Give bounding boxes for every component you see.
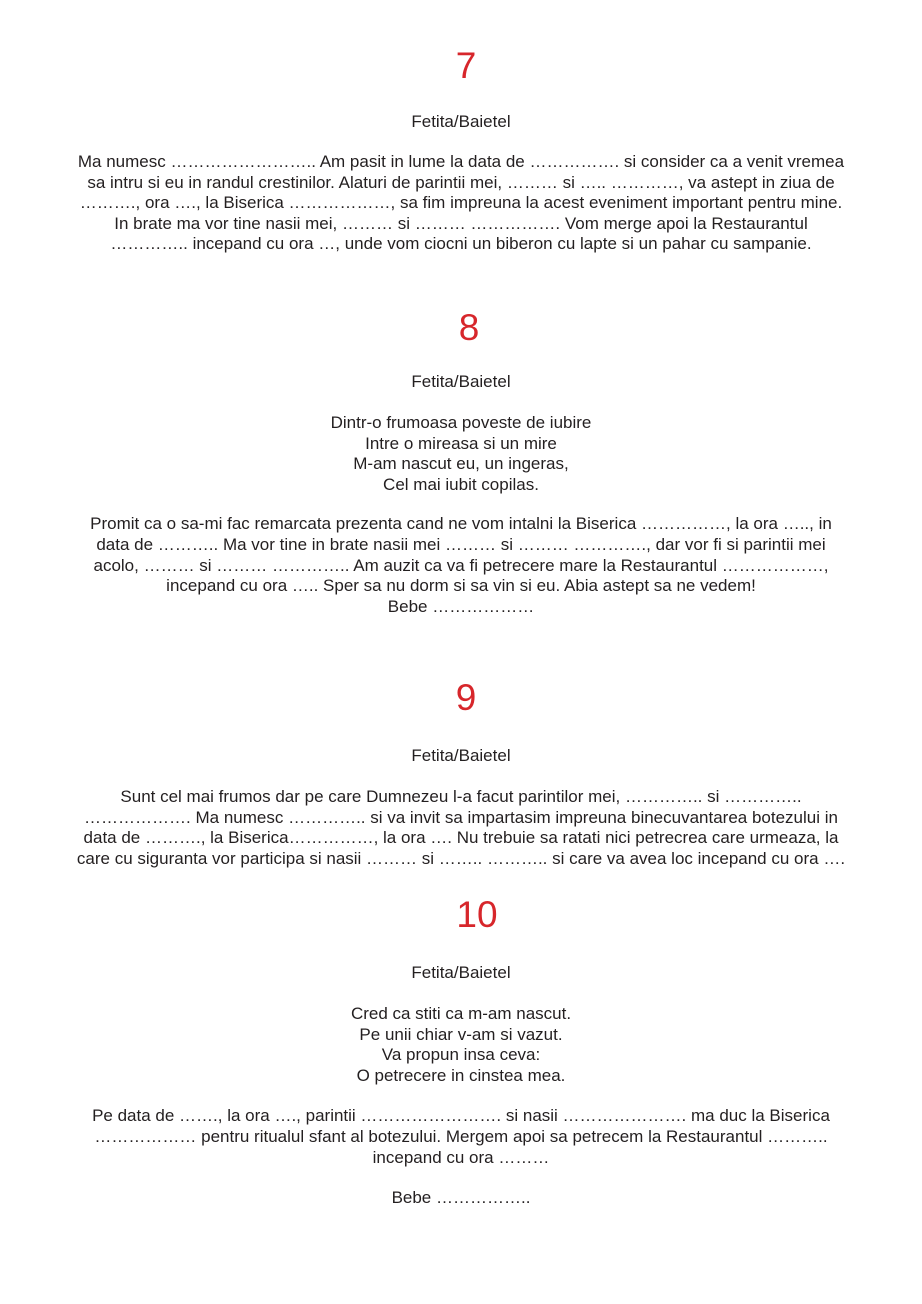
invitation-7 xyxy=(0,46,922,255)
invitation-poem xyxy=(0,413,922,495)
invitation-text xyxy=(0,787,922,869)
invitation-number: 10 xyxy=(456,894,498,935)
invitation-10 xyxy=(0,895,922,1209)
text-line: care cu siguranta vor participa si nasii ……… si …….. ……….. si care va avea loc incepand cu ora …. xyxy=(76,848,846,868)
text-line: acolo, ……… si ……… ………….. Am auzit ca va fi petrecere mare la Restaurantul ………………, xyxy=(93,555,829,575)
poem-line: M-am nascut eu, un ingeras, xyxy=(353,454,569,474)
text-line: Pe data de ……., la ora …., parintii ……………………. si nasii …………………. ma duc la Biserica xyxy=(92,1106,830,1126)
invitation-9 xyxy=(0,678,922,869)
poem-line: Pe unii chiar v-am si vazut. xyxy=(359,1024,563,1044)
poem-line: Va propun insa ceva: xyxy=(381,1045,541,1065)
invitation-subtitle: Fetita/Baietel xyxy=(411,746,511,765)
text-line: data de ………., la Biserica……………, la ora …. Nu trebuie sa ratati nici petrecrea care urmeaza, la xyxy=(83,828,839,848)
signature xyxy=(0,1188,922,1209)
text-line: Ma numesc …………………….. Am pasit in lume la data de ……………. si consider ca a venit vremea xyxy=(77,152,845,171)
poem-line: Intre o mireasa si un mire xyxy=(365,433,557,453)
invitation-number: 7 xyxy=(455,45,477,86)
invitation-subtitle: Fetita/Baietel xyxy=(411,372,511,391)
poem-line: Cred ca stiti ca m-am nascut. xyxy=(350,1004,572,1023)
text-line: incepand cu ora ……… xyxy=(372,1147,550,1167)
invitation-text xyxy=(0,152,922,255)
text-line: ……………… pentru ritualul sfant al botezului. Mergem apoi sa petrecem la Restaurantul ……….. xyxy=(94,1126,828,1146)
invitation-subtitle: Fetita/Baietel xyxy=(411,963,511,982)
invitation-8 xyxy=(0,308,922,617)
text-line: data de ……….. Ma vor tine in brate nasii mei ……… si ……… …………., dar vor fi si parintii mei xyxy=(96,534,826,554)
text-line: sa intru si eu in randul crestinilor. Alaturi de parintii mei, ……… si ….. …………, va astept in ziua de xyxy=(87,172,835,192)
invitation-subtitle: Fetita/Baietel xyxy=(411,112,511,131)
text-line: In brate ma vor tine nasii mei, ……… si ……… ……………. Vom merge apoi la Restaurantul xyxy=(114,213,808,233)
text-line: Promit ca o sa-mi fac remarcata prezenta cand ne vom intalni la Biserica ……………, la ora ….., in xyxy=(90,514,832,534)
invitation-number: 8 xyxy=(458,307,480,348)
text-line: ………………. Ma numesc ………….. si va invit sa impartasim impreuna binecuvantarea botezului in xyxy=(84,807,838,827)
invitation-poem xyxy=(0,1004,922,1086)
signature-line: Bebe ……………… xyxy=(387,596,535,616)
text-line: ………., ora …., la Biserica ………………, sa fim impreuna la acest eveniment important pentru mine. xyxy=(79,193,843,213)
text-line: ………….. incepand cu ora …, unde vom ciocni un biberon cu lapte si un pahar cu sampanie. xyxy=(110,234,812,254)
invitation-text xyxy=(0,1106,922,1168)
text-line: incepand cu ora ….. Sper sa nu dorm si sa vin si eu. Abia astept sa ne vedem! xyxy=(166,576,756,596)
invitation-text xyxy=(0,514,922,617)
poem-line: Cel mai iubit copilas. xyxy=(383,474,539,494)
invitation-number: 9 xyxy=(455,677,477,718)
poem-line: O petrecere in cinstea mea. xyxy=(356,1065,566,1085)
signature-line: Bebe …………….. xyxy=(391,1188,531,1208)
poem-line: Dintr-o frumoasa poveste de iubire xyxy=(330,413,592,432)
text-line: Sunt cel mai frumos dar pe care Dumnezeu l-a facut parintilor mei, ………….. si ………….. xyxy=(120,787,802,806)
